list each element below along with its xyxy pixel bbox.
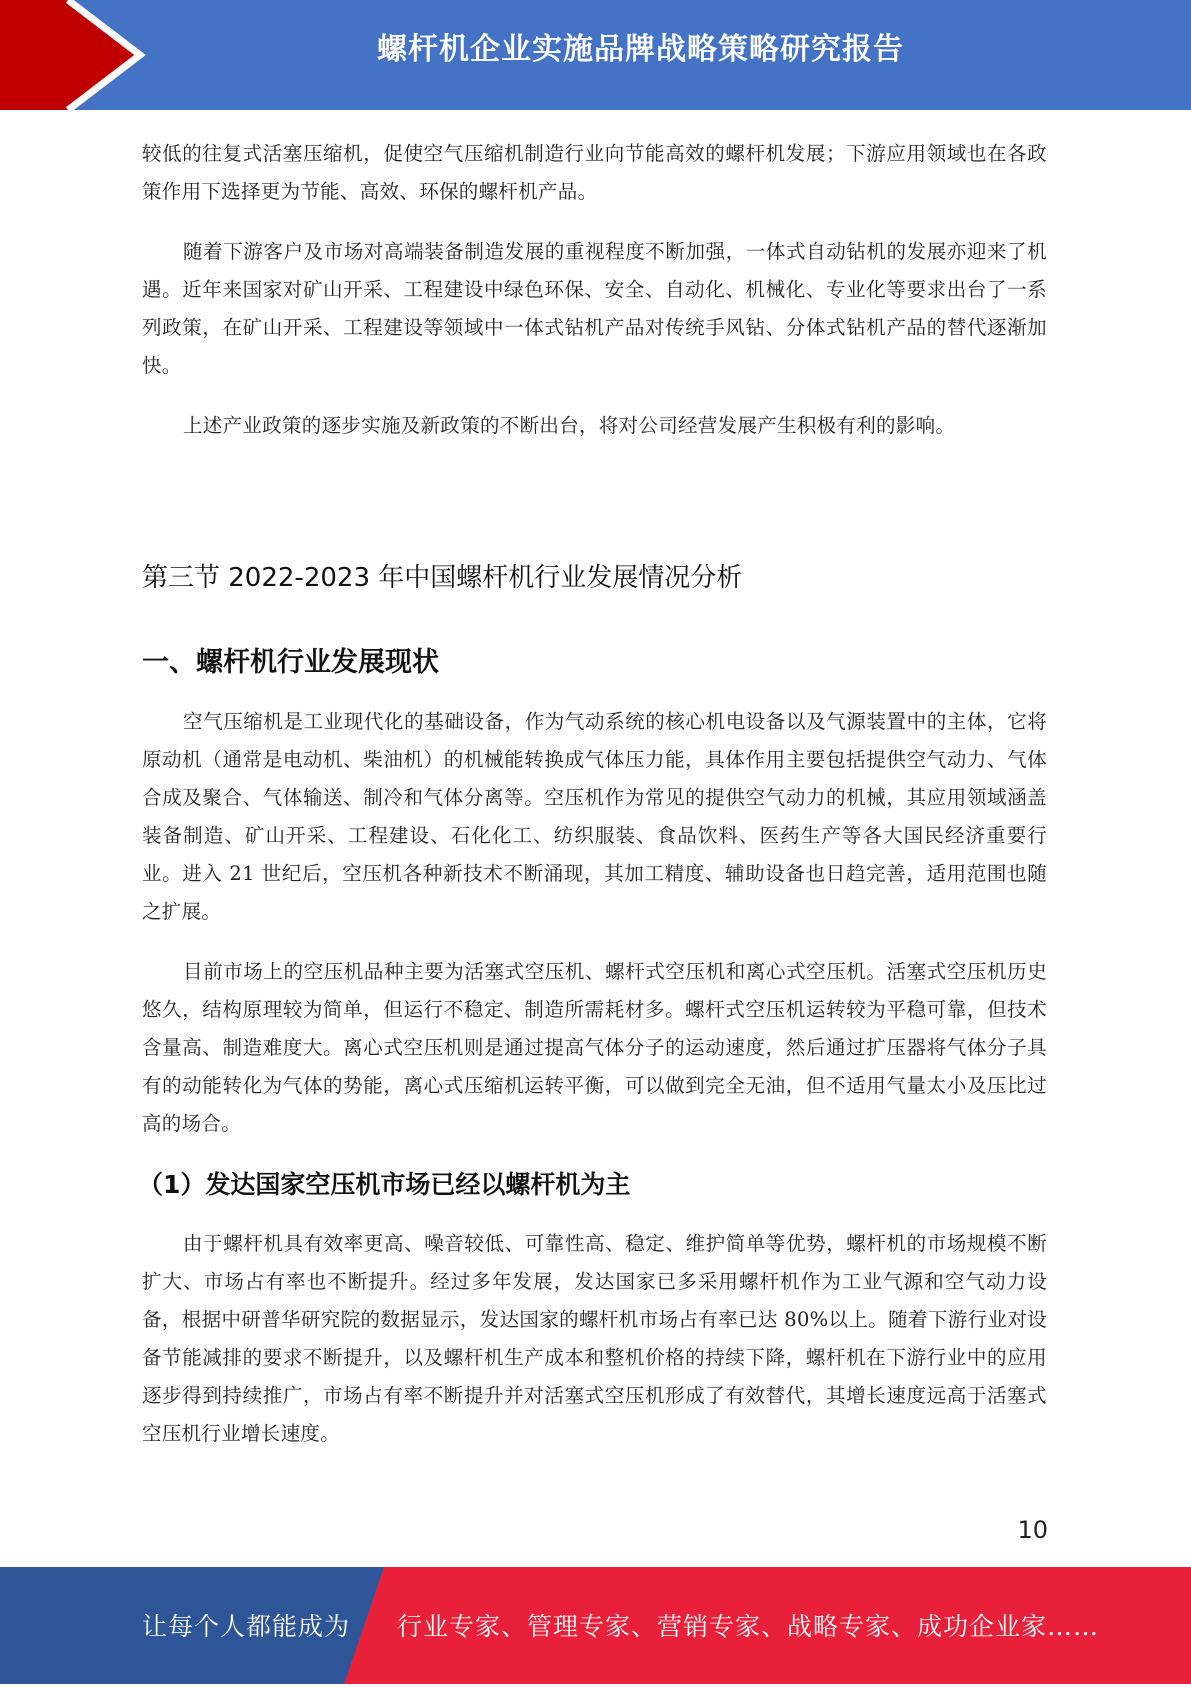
report-title: 螺杆机企业实施品牌战略策略研究报告 — [377, 32, 904, 67]
paragraph: 上述产业政策的逐步实施及新政策的不断出台，将对公司经营发展产生积极有利的影响。 — [183, 414, 956, 437]
heading-2: （1）发达国家空压机市场已经以螺杆机为主 — [138, 1170, 631, 1199]
paragraph: 由于螺杆机具有效率更高、噪音较低、可靠性高、稳定、维护简单等优势，螺杆机的市场规模不断扩大、市场占有率也不断提升。经过多年发展，发达国家已多采用螺杆机作为工业气源和空气动力设备，根据中研普华研究院的数据显示，发达国家的螺杆机市场占有率已达 80%以上。随着下游行业对设备节能减排的要求不断提升，以及螺杆机生产成本和整机价格的持续下降，螺杆机在下游行业中的应用逐步得到持续推广，市场占有率不断提升并对活塞式空压机形成了有效替代，其增长速度远高于活塞式空压机行业增长速度。 — [142, 1232, 1047, 1445]
paragraph: 随着下游客户及市场对高端装备制造发展的重视程度不断加强，一体式自动钻机的发展亦迎来了机遇。近年来国家对矿山开采、工程建设中绿色环保、安全、自动化、机械化、专业化等要求出台了一系列政策，在矿山开采、工程建设等领域中一体式钻机产品对传统手风钻、分体式钻机产品的替代逐渐加快。 — [142, 240, 1047, 377]
footer-slogan-right: 行业专家、管理专家、营销专家、战略专家、成功企业家…… — [397, 1612, 1100, 1641]
header-arrow-decoration — [0, 0, 160, 110]
paragraph: 空气压缩机是工业现代化的基础设备，作为气动系统的核心机电设备以及气源装置中的主体，它将原动机（通常是电动机、柴油机）的机械能转换成气体压力能，具体作用主要包括提供空气动力、气体合成及聚合、气体输送、制冷和气体分离等。空压机作为常见的提供空气动力的机械，其应用领域涵盖装备制造、矿山开采、工程建设、石化化工、纺织服装、食品饮料、医药生产等各大国民经济重要行业。进入 21 世纪后，空压机各种新技术不断涌现，其加工精度、辅助设备也日趋完善，适用范围也随之扩展。 — [142, 710, 1047, 923]
section-title: 第三节 2022-2023 年中国螺杆机行业发展情况分析 — [142, 563, 743, 593]
page-header — [0, 0, 1191, 110]
page-content — [138, 135, 1047, 1475]
page-footer — [0, 1567, 1191, 1684]
footer-slogan-left: 让每个人都能成为 — [142, 1612, 351, 1641]
paragraph: 较低的往复式活塞压缩机，促使空气压缩机制造行业向节能高效的螺杆机发展；下游应用领域也在各政策作用下选择更为节能、高效、环保的螺杆机产品。 — [142, 142, 1047, 203]
page-number: 10 — [1017, 1516, 1048, 1544]
paragraph: 目前市场上的空压机品种主要为活塞式空压机、螺杆式空压机和离心式空压机。活塞式空压机历史悠久，结构原理较为简单，但运行不稳定、制造所需耗材多。螺杆式空压机运转较为平稳可靠，但技术含量高、制造难度大。离心式空压机则是通过提高气体分子的运动速度，然后通过扩压器将气体分子具有的动能转化为气体的势能，离心式压缩机运转平衡，可以做到完全无油，但不适用气量太小及压比过高的场合。 — [142, 960, 1047, 1135]
heading-1: 一、螺杆机行业发展现状 — [142, 647, 439, 678]
